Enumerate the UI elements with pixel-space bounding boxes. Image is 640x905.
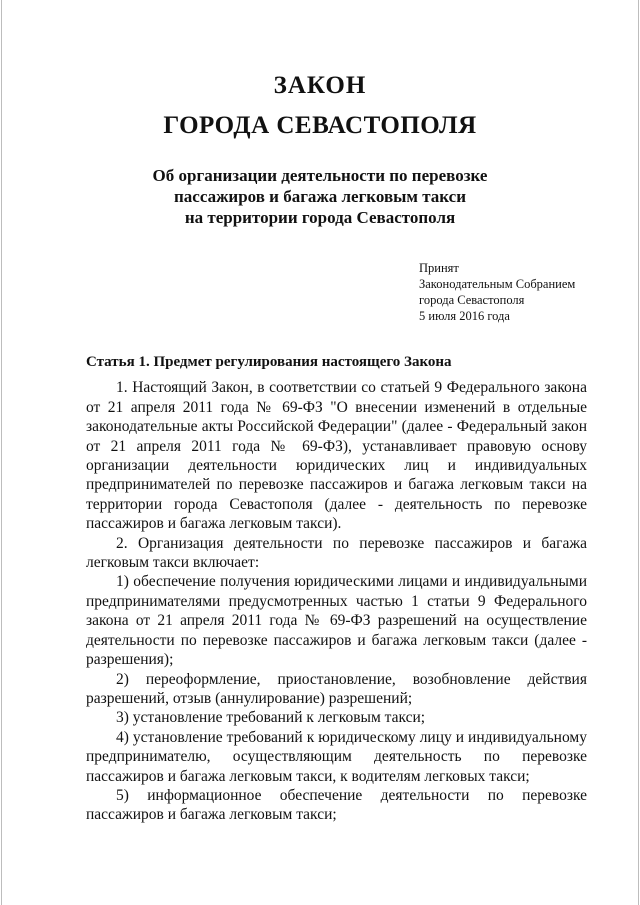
list-item: 1) обеспечение получения юридическими лицами и индивидуальными предпринимателями предусмотренных частью 1 статьи 9 Федерального закона от 21 апреля 2011 года № 69-ФЗ разрешений на осуществление деятельности по перевозке пассажиров и багажа легковым такси (далее - разрешения);: [86, 573, 587, 669]
adoption-line: Принят: [419, 261, 459, 275]
article-heading: Статья 1. Предмет регулирования настоящего Закона: [86, 354, 452, 370]
law-subtitle: [0, 165, 640, 228]
paragraph: 2. Организация деятельности по перевозке пассажиров и багажа легковым такси включает:: [86, 534, 587, 572]
adoption-line: Законодательным Собранием: [419, 277, 576, 291]
adoption-block: [419, 260, 575, 324]
list-item: 3) установление требований к легковым такси;: [116, 709, 426, 727]
list-item: 5) информационное обеспечение деятельности по перевозке пассажиров и багажа легковым такси;: [86, 786, 587, 824]
list-item: 2) переоформление, приостановление, возобновление действия разрешений, отзыв (аннулирование) разрешений;: [86, 670, 587, 707]
law-title: ЗАКОН: [273, 72, 367, 99]
adoption-line: города Севастополя: [419, 293, 525, 307]
adoption-date: 5 июля 2016 года: [419, 309, 510, 323]
article-body: [86, 353, 587, 825]
law-city-title: ГОРОДА СЕВАСТОПОЛЯ: [163, 112, 477, 139]
subtitle-line: на территории города Севастополя: [184, 208, 456, 227]
list-item: 4) установление требований к юридическому лицу и индивидуальному предпринимателю, осуществляющим деятельность по перевозке пассажиров и багажа легковым такси, к водителям легковых такси;: [86, 728, 587, 785]
paragraph: 1. Настоящий Закон, в соответствии со статьей 9 Федерального закона от 21 апреля 2011 года № 69-ФЗ "О внесении изменений в отдельные законодательные акты Российской Федерации" (далее - Федеральный закон от 21 апреля 2011 года № 69-ФЗ), устанавливает правовую основу организации деятельности юридических лиц и индивидуальных предпринимателей по перевозке пассажиров и багажа легковым такси на территории города Севастополя (далее - деятельность по перевозке пассажиров и багажа легковым такси).: [86, 379, 587, 533]
subtitle-line: Об организации деятельности по перевозке: [152, 166, 488, 185]
subtitle-line: пассажиров и багажа легковым такси: [173, 187, 467, 206]
